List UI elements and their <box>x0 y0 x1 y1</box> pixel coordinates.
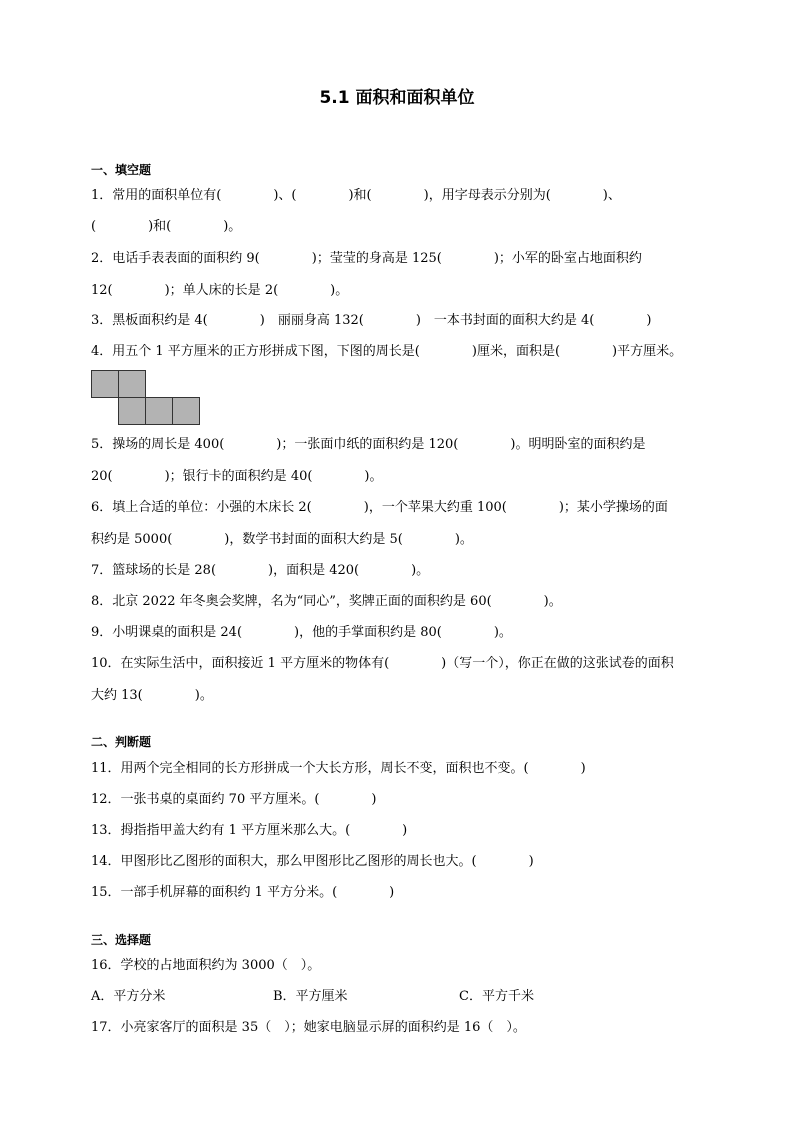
question-6-line-2: 积约是 5000( )，数学书封面的面积大约是 5( )。 <box>91 532 473 547</box>
question-16-option-b: B．平方厘米 <box>273 989 348 1004</box>
question-16: 16．学校的占地面积约为 3000（ ）。 <box>91 958 321 973</box>
question-13: 13．拇指指甲盖大约有 1 平方厘米那么大。( ) <box>91 823 408 838</box>
figure-square <box>118 397 146 425</box>
five-squares-figure <box>91 370 201 426</box>
figure-square <box>91 370 119 398</box>
question-7: 7．篮球场的长是 28( )，面积是 420( )。 <box>91 563 430 578</box>
question-5-line-2: 20( )；银行卡的面积约是 40( )。 <box>91 469 383 484</box>
section-heading-fill-in: 一、填空题 <box>91 163 152 177</box>
question-8: 8．北京 2022 年冬奥会奖牌，名为“同心”，奖牌正面的面积约是 60( )。 <box>91 594 562 609</box>
question-12: 12．一张书桌的桌面约 70 平方厘米。( ) <box>91 792 377 807</box>
question-11: 11．用两个完全相同的长方形拼成一个大长方形，周长不变，面积也不变。( ) <box>91 761 586 776</box>
question-2-line-1: 2．电话手表表面的面积约 9( )；莹莹的身高是 125( )；小军的卧室占地面积约 <box>91 251 642 266</box>
question-6-line-1: 6．填上合适的单位：小强的木床长 2( )，一个苹果大约重 100( )；某小学操场的面 <box>91 500 668 515</box>
figure-square <box>172 397 200 425</box>
question-2-line-2: 12( )；单人床的长是 2( )。 <box>91 283 349 298</box>
question-1-line-1: 1．常用的面积单位有( )、( )和( )，用字母表示分别为( )、 <box>91 188 621 203</box>
question-16-option-a: A．平方分米 <box>91 989 166 1004</box>
section-heading-multiple-choice: 三、选择题 <box>91 933 152 947</box>
question-10-line-1: 10．在实际生活中，面积接近 1 平方厘米的物体有( )（写一个），你正在做的这张试卷的面积 <box>91 656 674 671</box>
question-5-line-1: 5．操场的周长是 400( )；一张面巾纸的面积约是 120( )。明明卧室的面积约是 <box>91 437 646 452</box>
question-1-line-2: ( )和( )。 <box>91 219 242 234</box>
page-title: 5.1 面积和面积单位 <box>319 88 475 108</box>
question-17: 17．小亮家客厅的面积是 35（ ）；她家电脑显示屏的面积约是 16（ ）。 <box>91 1020 526 1035</box>
figure-square <box>118 370 146 398</box>
question-9: 9．小明课桌的面积是 24( )，他的手掌面积约是 80( )。 <box>91 625 512 640</box>
section-heading-true-false: 二、判断题 <box>91 735 152 749</box>
question-14: 14．甲图形比乙图形的面积大，那么甲图形比乙图形的周长也大。( ) <box>91 854 534 869</box>
question-16-option-c: C．平方千米 <box>459 989 534 1004</box>
figure-square <box>145 397 173 425</box>
question-4: 4．用五个 1 平方厘米的正方形拼成下图，下图的周长是( )厘米，面积是( )平方厘米。 <box>91 344 683 359</box>
question-15: 15．一部手机屏幕的面积约 1 平方分米。( ) <box>91 885 395 900</box>
question-3: 3．黑板面积约是 4( ) 丽丽身高 132( ) 一本书封面的面积大约是 4( ) <box>91 313 652 328</box>
question-10-line-2: 大约 13( )。 <box>91 688 213 703</box>
